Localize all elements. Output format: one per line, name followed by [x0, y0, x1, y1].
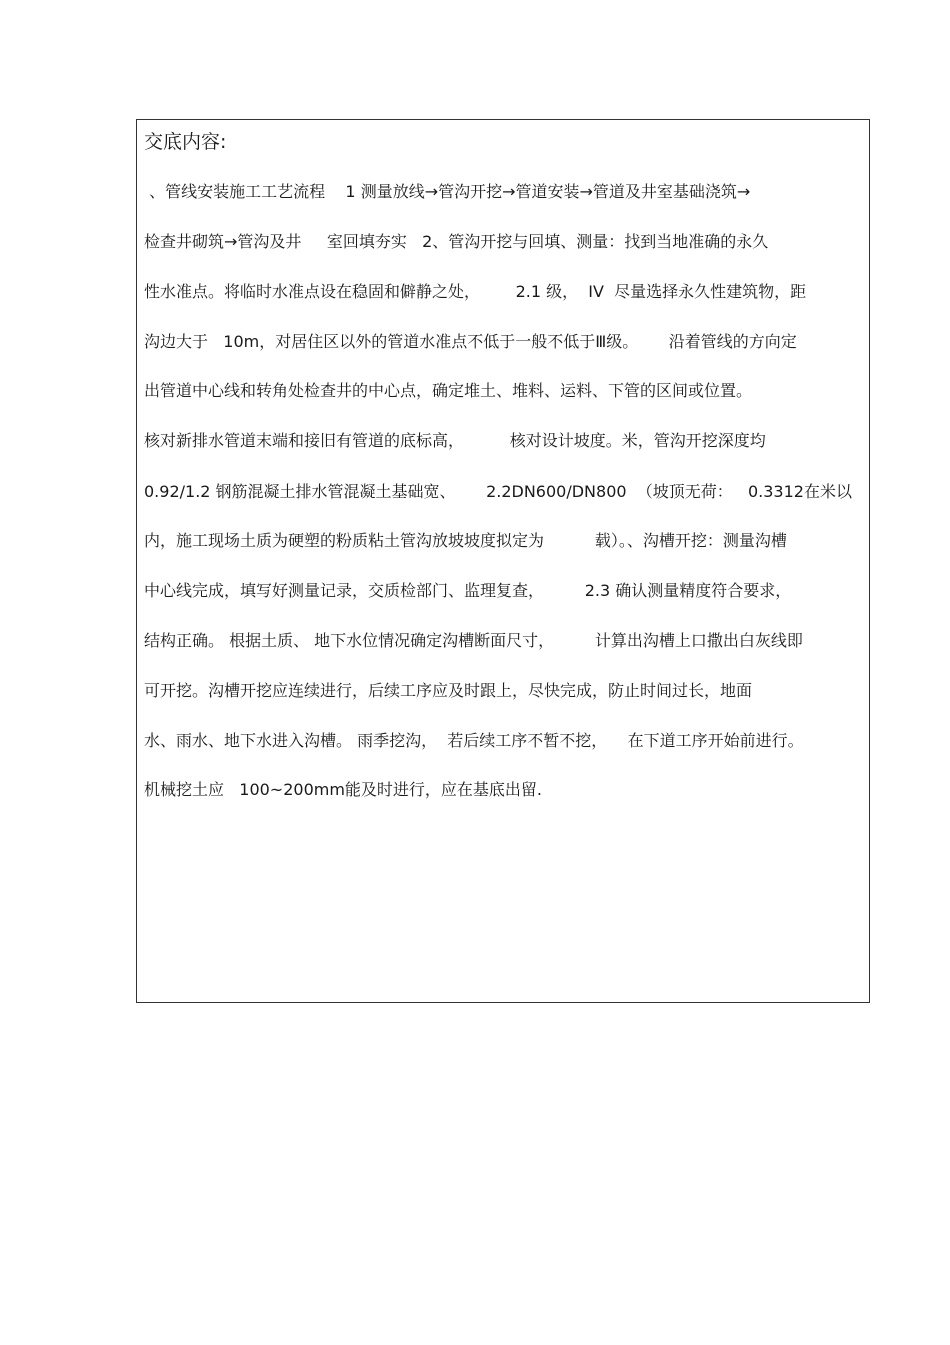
paragraph-line: 性水准点。将临时水准点设在稳固和僻静之处， 2.1 级， IV 尽量选择永久性建筑物，距 — [144, 282, 807, 301]
paragraph-line: 内，施工现场土质为硬塑的粉质粘土管沟放坡坡度拟定为 载）。、沟槽开挖：测量沟槽 — [144, 531, 787, 550]
paragraph-line: 水、雨水、地下水进入沟槽。 雨季挖沟， 若后续工序不暂不挖， 在下道工序开始前进行。 — [144, 731, 804, 750]
paragraph-line: 机械挖土应 100~200mm能及时进行，应在基底出留. — [144, 780, 543, 799]
paragraph-line: 0.92/1.2 钢筋混凝土排水管混凝土基础宽、 2.2DN600/DN800 （坡顶无荷： 0.3312在米以 — [144, 482, 852, 501]
paragraph-line: 核对新排水管道末端和接旧有管道的底标高， 核对设计坡度。米，管沟开挖深度均 — [144, 431, 766, 450]
paragraph-line: 出管道中心线和转角处检查井的中心点，确定堆土、堆料、运料、下管的区间或位置。 — [144, 381, 753, 400]
paragraph-line: 中心线完成，填写好测量记录，交质检部门、监理复查， 2.3 确认测量精度符合要求， — [144, 581, 792, 600]
paragraph-line: 、管线安装施工工艺流程 1 测量放线→管沟开挖→管道安装→管道及井室基础浇筑→ — [144, 182, 751, 201]
paragraph-line: 结构正确。 根据土质、 地下水位情况确定沟槽断面尺寸， 计算出沟槽上口撒出白灰线即 — [144, 631, 803, 650]
section-heading: 交底内容: — [144, 131, 227, 153]
paragraph-line: 沟边大于 10m，对居住区以外的管道水准点不低于一般不低于Ⅲ级。 沿着管线的方向定 — [144, 332, 797, 351]
paragraph-line: 可开挖。沟槽开挖应连续进行，后续工序应及时跟上，尽快完成，防止时间过长，地面 — [144, 681, 753, 700]
paragraph-line: 检查井砌筑→管沟及井 室回填夯实 2、管沟开挖与回填、测量：找到当地准确的永久 — [144, 232, 769, 251]
